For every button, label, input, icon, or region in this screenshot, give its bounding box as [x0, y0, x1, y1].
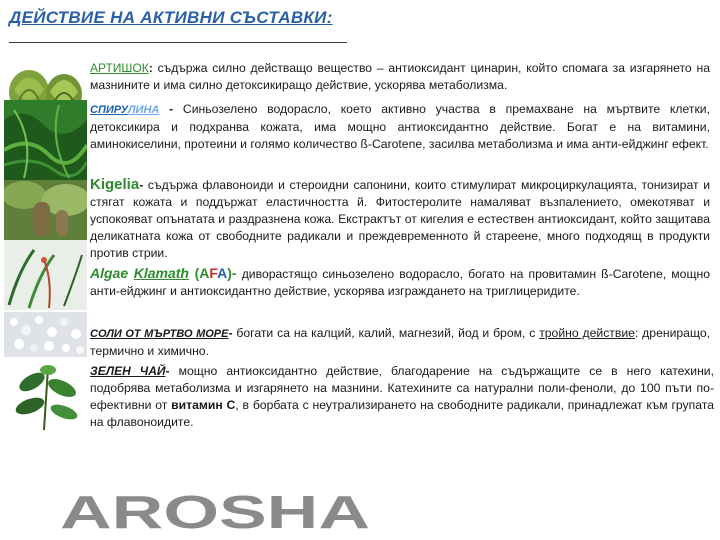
algae-letter-a1: A: [199, 265, 210, 281]
green-tea-paragraph: [90, 363, 714, 431]
green-tea-dash: -: [165, 364, 179, 378]
artichoke-colon: :: [148, 61, 153, 75]
salts-text-b: : дрениращо, термично и химично.: [90, 326, 710, 358]
algae-text: диворастящо синьозелено водорасло, богато на провитамин ß-Carotene, мощно анти-ейджинг и антиоксидантно действие, ускорява изграждането на триглицеридите.: [90, 267, 710, 298]
kigelia-name: Kigelia: [90, 176, 140, 193]
algae-image: [4, 240, 87, 310]
kigelia-text: съдържа флавоноиди и стероидни сапонини, които стимулират микроциркулацията, тонизират и стягат кожата и поддържат еластичността й. Фитостеролите намаляват възпалението, омекотяват и успокояват опънатата и раздразнена кожа. Екстрактът от кигелия е естествен антиоксидант, който защитава деликатната кожа от свободните радикали и преждевременното й стареене, много подходящ в продукти против стрии.: [90, 178, 710, 260]
algae-paren-close: )-: [227, 265, 237, 281]
artichoke-text: съдържа силно действащо вещество – антиоксидант цинарин, който спомага за изгарянето на мазнините и има силно детоксикиращо действие, ускорява метаболизма.: [90, 61, 710, 92]
spirulina-name-part2: ЛИНА: [128, 104, 160, 116]
salts-text-a: богати са на калций, калий, магнезий, йод и бром, с: [236, 326, 540, 340]
arosha-logo: [60, 490, 380, 537]
green-tea-text-a: мощно антиоксидантно действие, благодарение на съдържащите се в него катехини, подобрява метаболизма и изгарянето на мазнини. Катехините са натурални поли-феноли, до 100 пъти по-ефективни от: [90, 364, 714, 412]
algae-name-part2: Klamath: [133, 265, 189, 281]
kigelia-image: [4, 180, 87, 240]
spirulina-name-part1: СПИРУ: [90, 104, 128, 116]
artichoke-paragraph: [90, 60, 710, 94]
algae-letter-a2: A: [217, 265, 228, 281]
sea-salt-image: [4, 312, 87, 357]
salts-dash: -: [228, 326, 237, 340]
salts-paragraph: [90, 325, 710, 360]
green-tea-text-b: , в борбата с неутрализирането на свободните радикали, принадлежат към групата на флавоноидите.: [90, 398, 714, 429]
green-tea-vitamin-c: витамин С: [171, 398, 236, 412]
spirulina-image: [4, 100, 87, 180]
kigelia-dash: -: [139, 178, 148, 192]
salts-name: СОЛИ ОТ МЪРТВО МОРЕ: [90, 328, 229, 340]
page-title: ДЕЙСТВИЕ НА АКТИВНИ СЪСТАВКИ:: [9, 8, 333, 27]
green-tea-name: ЗЕЛЕН ЧАЙ: [90, 364, 166, 378]
algae-name-part1: Algae: [90, 265, 134, 281]
salts-triple-action: тройно действие: [539, 326, 635, 340]
algae-paragraph: [90, 265, 710, 300]
spirulina-dash: -: [159, 102, 183, 116]
arosha-logo-text: AROSHA: [60, 490, 370, 532]
algae-paren-open: (: [188, 265, 200, 281]
algae-letter-f: F: [209, 265, 218, 281]
artichoke-name: АРТИШОК: [90, 61, 149, 75]
green-tea-image: [4, 360, 87, 435]
kigelia-paragraph: [90, 176, 710, 262]
title-divider: [9, 42, 347, 43]
spirulina-text: Синьозелено водорасло, което активно участва в премахване на мъртвите клетки, детоксикира и подхранва кожата, има мощно антиоксидантно действие. Богат е на витамини, аминокиселини, протеини и голямо количество ß-Carotene, засилва метаболизма и има анти-ейджинг ефект.: [90, 102, 710, 151]
spirulina-paragraph: [90, 101, 710, 153]
